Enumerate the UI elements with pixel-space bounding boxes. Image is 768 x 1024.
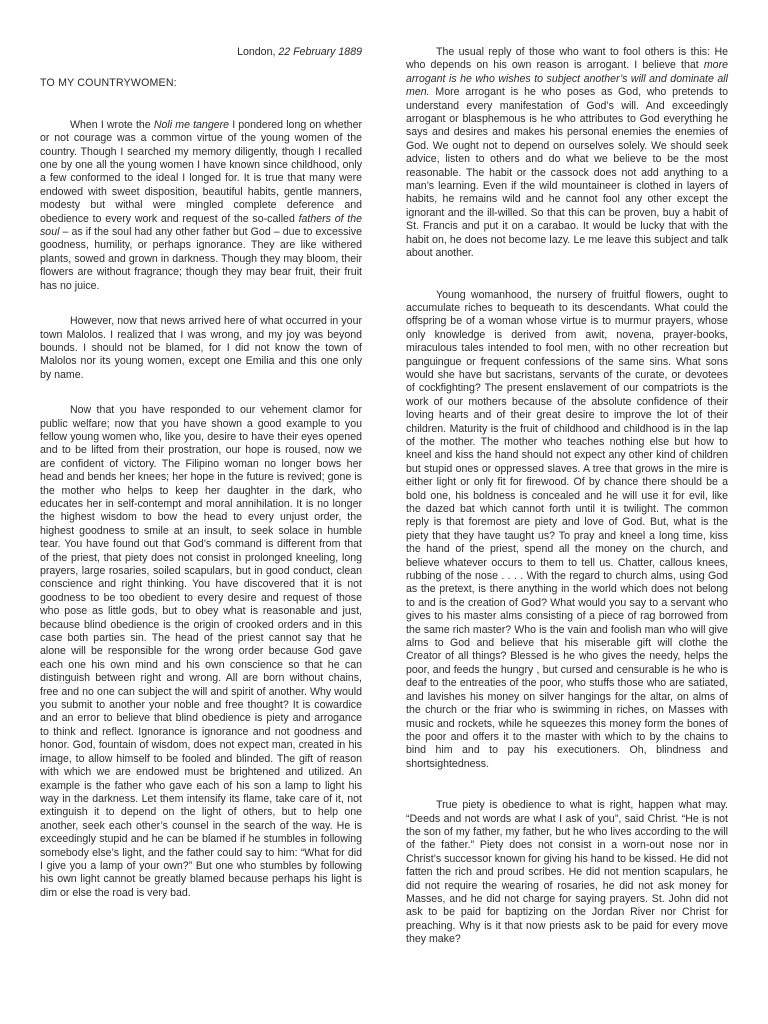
text-run: The usual reply of those who want to fool others is this: He who depends on his own reason is arrogant. I believe that bbox=[406, 46, 728, 72]
text-run: More arrogant is he who poses as God, who pretends to understand every manifestation of God’s will. And exceedingly arrogant or blasphemous is he who attributes to God everything he says and desires and makes his personal enemies the enemies of God. We ought not to depend on ourselves solely. We should seek advice, listen to others and do what we believe to be the most reasonable. The habit or the cassock does not add anything to a man’s learning. Even if the wild mountaineer is clothed in layers of habits, he remains wild and he cannot fool any other except the ignorant and the ill-willed. So that this can be proven, buy a habit of St. Francis and put it on a carabao. It would be lucky that with the habit on, he does not become lazy. Le me leave this subject and talk about another. bbox=[406, 86, 728, 260]
dateline-date: 22 February 1889 bbox=[278, 46, 362, 58]
dateline-place: London, bbox=[237, 46, 276, 58]
italic-phrase: fathers of the soul bbox=[40, 212, 362, 239]
text-run: – as if the soul had any other father but God – due to excessive goodness, humility, or perhaps ignorance. They are like withered plants, sowed and grown in darkness. Though they may bloom, their flowers are without fragrance; though they may bear fruit, their fruit has no juice. bbox=[40, 226, 362, 292]
italic-phrase: more arrogant is he who wishes to subject another’s will and dominate all men. bbox=[406, 59, 728, 99]
right-column bbox=[406, 46, 728, 975]
paragraph-3: Now that you have responded to our vehement clamor for public welfare; now that you have shown a good example to you fellow young women who, like you, desire to have their eyes opened and to be lifted from their prostration, our hope is roused, now we are confident of victory. The Filipino woman no longer bows her head and bends her knees; her hope in the future is revived; gone is the mother who helps to keep her daughter in the dark, who educates her in self-contempt and moral annihilation. It is no longer the highest wisdom to bow the head to every unjust order, the highest goodness to smile at an insult, to seek solace in humble tear. You have found out that God’s command is different from that of the priest, that piety does not consist in prolonged kneeling, long prayers, large rosaries, soiled scapulars, but in good conduct, clean conscience and right thinking. You have discovered that it is not goodness to be too obedient to every desire and request of those who pose as little gods, but to obey what is reasonable and just, because blind obedience is the origin of crooked orders and in this case both parties sin. The head of the priest cannot say that he alone will be responsible for the wrong order because God gave each one his own mind and his own conscience so that he can distinguish between right and wrong. All are born without chains, free and no one can subject the will and spirit of another. Why would you submit to another your noble and free thought? It is cowardice and an error to believe that blind obedience is piety and arrogance to think and reflect. Ignorance is ignorance and not goodness and honor. God, fountain of wisdom, does not expect man, created in his image, to allow himself to be fooled and blinded. The gift of reason with which we are endowed must be brightened and utilized. An example is the father who gave each of his son a lamp to light his way in the darkness. Let them intensify its flame, take care of it, not extinguish it to depend on the light of others, but to help one another, seek each other’s counsel in the search of the way. He is exceedingly stupid and he can be blamed if he stumbles in following somebody else’s light, and the father could say to him: “What for did I give you a lamp of your own?” But one who stumbles by following his own light cannot be greatly blamed because perhaps his light is dim or else the road is very bad. bbox=[40, 404, 362, 899]
dateline bbox=[40, 46, 362, 59]
text-run: I pondered long on whether or not courage was a common virtue of the young women of the country. Though I searched my memory diligently, though I recalled one by one all the young women I have known since childhood, only a few conformed to the ideal I longed for. It is true that many were endowed with sweet disposition, beautiful habits, gentle manners, modesty but withal were mingled complete deference and obedience to every work and request of the so-called bbox=[40, 118, 362, 225]
left-column bbox=[40, 46, 362, 922]
italic-phrase: Noli me tangere bbox=[153, 118, 230, 131]
salutation: TO MY COUNTRYWOMEN: bbox=[40, 77, 177, 90]
paragraph-1 bbox=[40, 119, 362, 293]
paragraph-2: However, now that news arrived here of what occurred in your town Malolos. I realized that I was wrong, and my joy was beyond bounds. I should not be blamed, for I did not know the town of Malolos nor its young women, except one Emilia and this one only by name. bbox=[40, 315, 362, 381]
text-run: When I wrote the bbox=[70, 118, 154, 131]
paragraph-4 bbox=[406, 46, 728, 261]
paragraph-6: True piety is obedience to what is right, happen what may. “Deeds and not words are what I ask of you”, said Christ. “He is not the son of my father, my father, but he who lives according to the will of the father.” Piety does not consist in a worn-out nose nor in Christ’s successor known for giving his hand to be kissed. He did not fatten the rich and proud scribes. He did not mention scapulars, he did not require the wearing of rosaries, he did not ask money for Masses, and he did not charge for saying prayers. St. John did not ask to be paid for baptizing on the Jordan River nor Christ for preaching. Why is it that now priests ask to be paid for every move they make? bbox=[406, 799, 728, 946]
paragraph-5: Young womanhood, the nursery of fruitful flowers, ought to accumulate riches to bequeath to its descendants. What could the offspring be of a woman whose virtue is to murmur prayers, whose only knowledge is derived from awit, novena, prayer-books, miraculous tales intended to fool men, with no other recreation but panguingue or frequent confessions of the same sins. What sons would she have but sacristans, servants of the curate, or devotees of cockfighting? The present enslavement of our compatriots is the work of our mothers because of the absolute confidence of their loving hearts and of their great desire to improve the lot of their children. Maturity is the fruit of childhood and childhood is in the lap of the mother. The mother who teaches nothing else but how to kneel and kiss the hand should not expect any other kind of children but stupid ones or oppressed slaves. A tree that grows in the mire is either light or only fit for firewood. Of by chance there should be a bold one, his boldness is concealed and he will use it for evil, like the dazed bat which cannot forth until it is twilight. The common reply is that foremost are piety and love of God. But, what is the piety that they have taught us? To pray and kneel a long time, kiss the hand of the priest, spend all the money on the church, and believe whatever occurs to them to tell us. Chatter, callous knees, rubbing of the nose . . . . With the regard to church alms, using God as the pretext, is there anything in the world which does not belong to and is the creation of God? What would you say to a servant who gives to his master alms consisting of a piece of rag borrowed from the same rich master? Who is the vain and foolish man who will give alms to God and believe that his miserable gift will clothe the Creator of all things? Blessed is he who gives the needy, helps the poor, and feeds the hungry , but cursed and censurable is he who is deaf to the entreaties of the poor, who stuffs those who are satiated, and lavishes his money on silver hangings for the altar, on alms of the church or the friar who is swimming in riches, on Masses with music and rockets, while he squeezes this money form the bones of the poor and offers it to the master with which to by the chains to bind him and to pay his executioners. Oh, blindness and shortsightedness. bbox=[406, 288, 728, 770]
